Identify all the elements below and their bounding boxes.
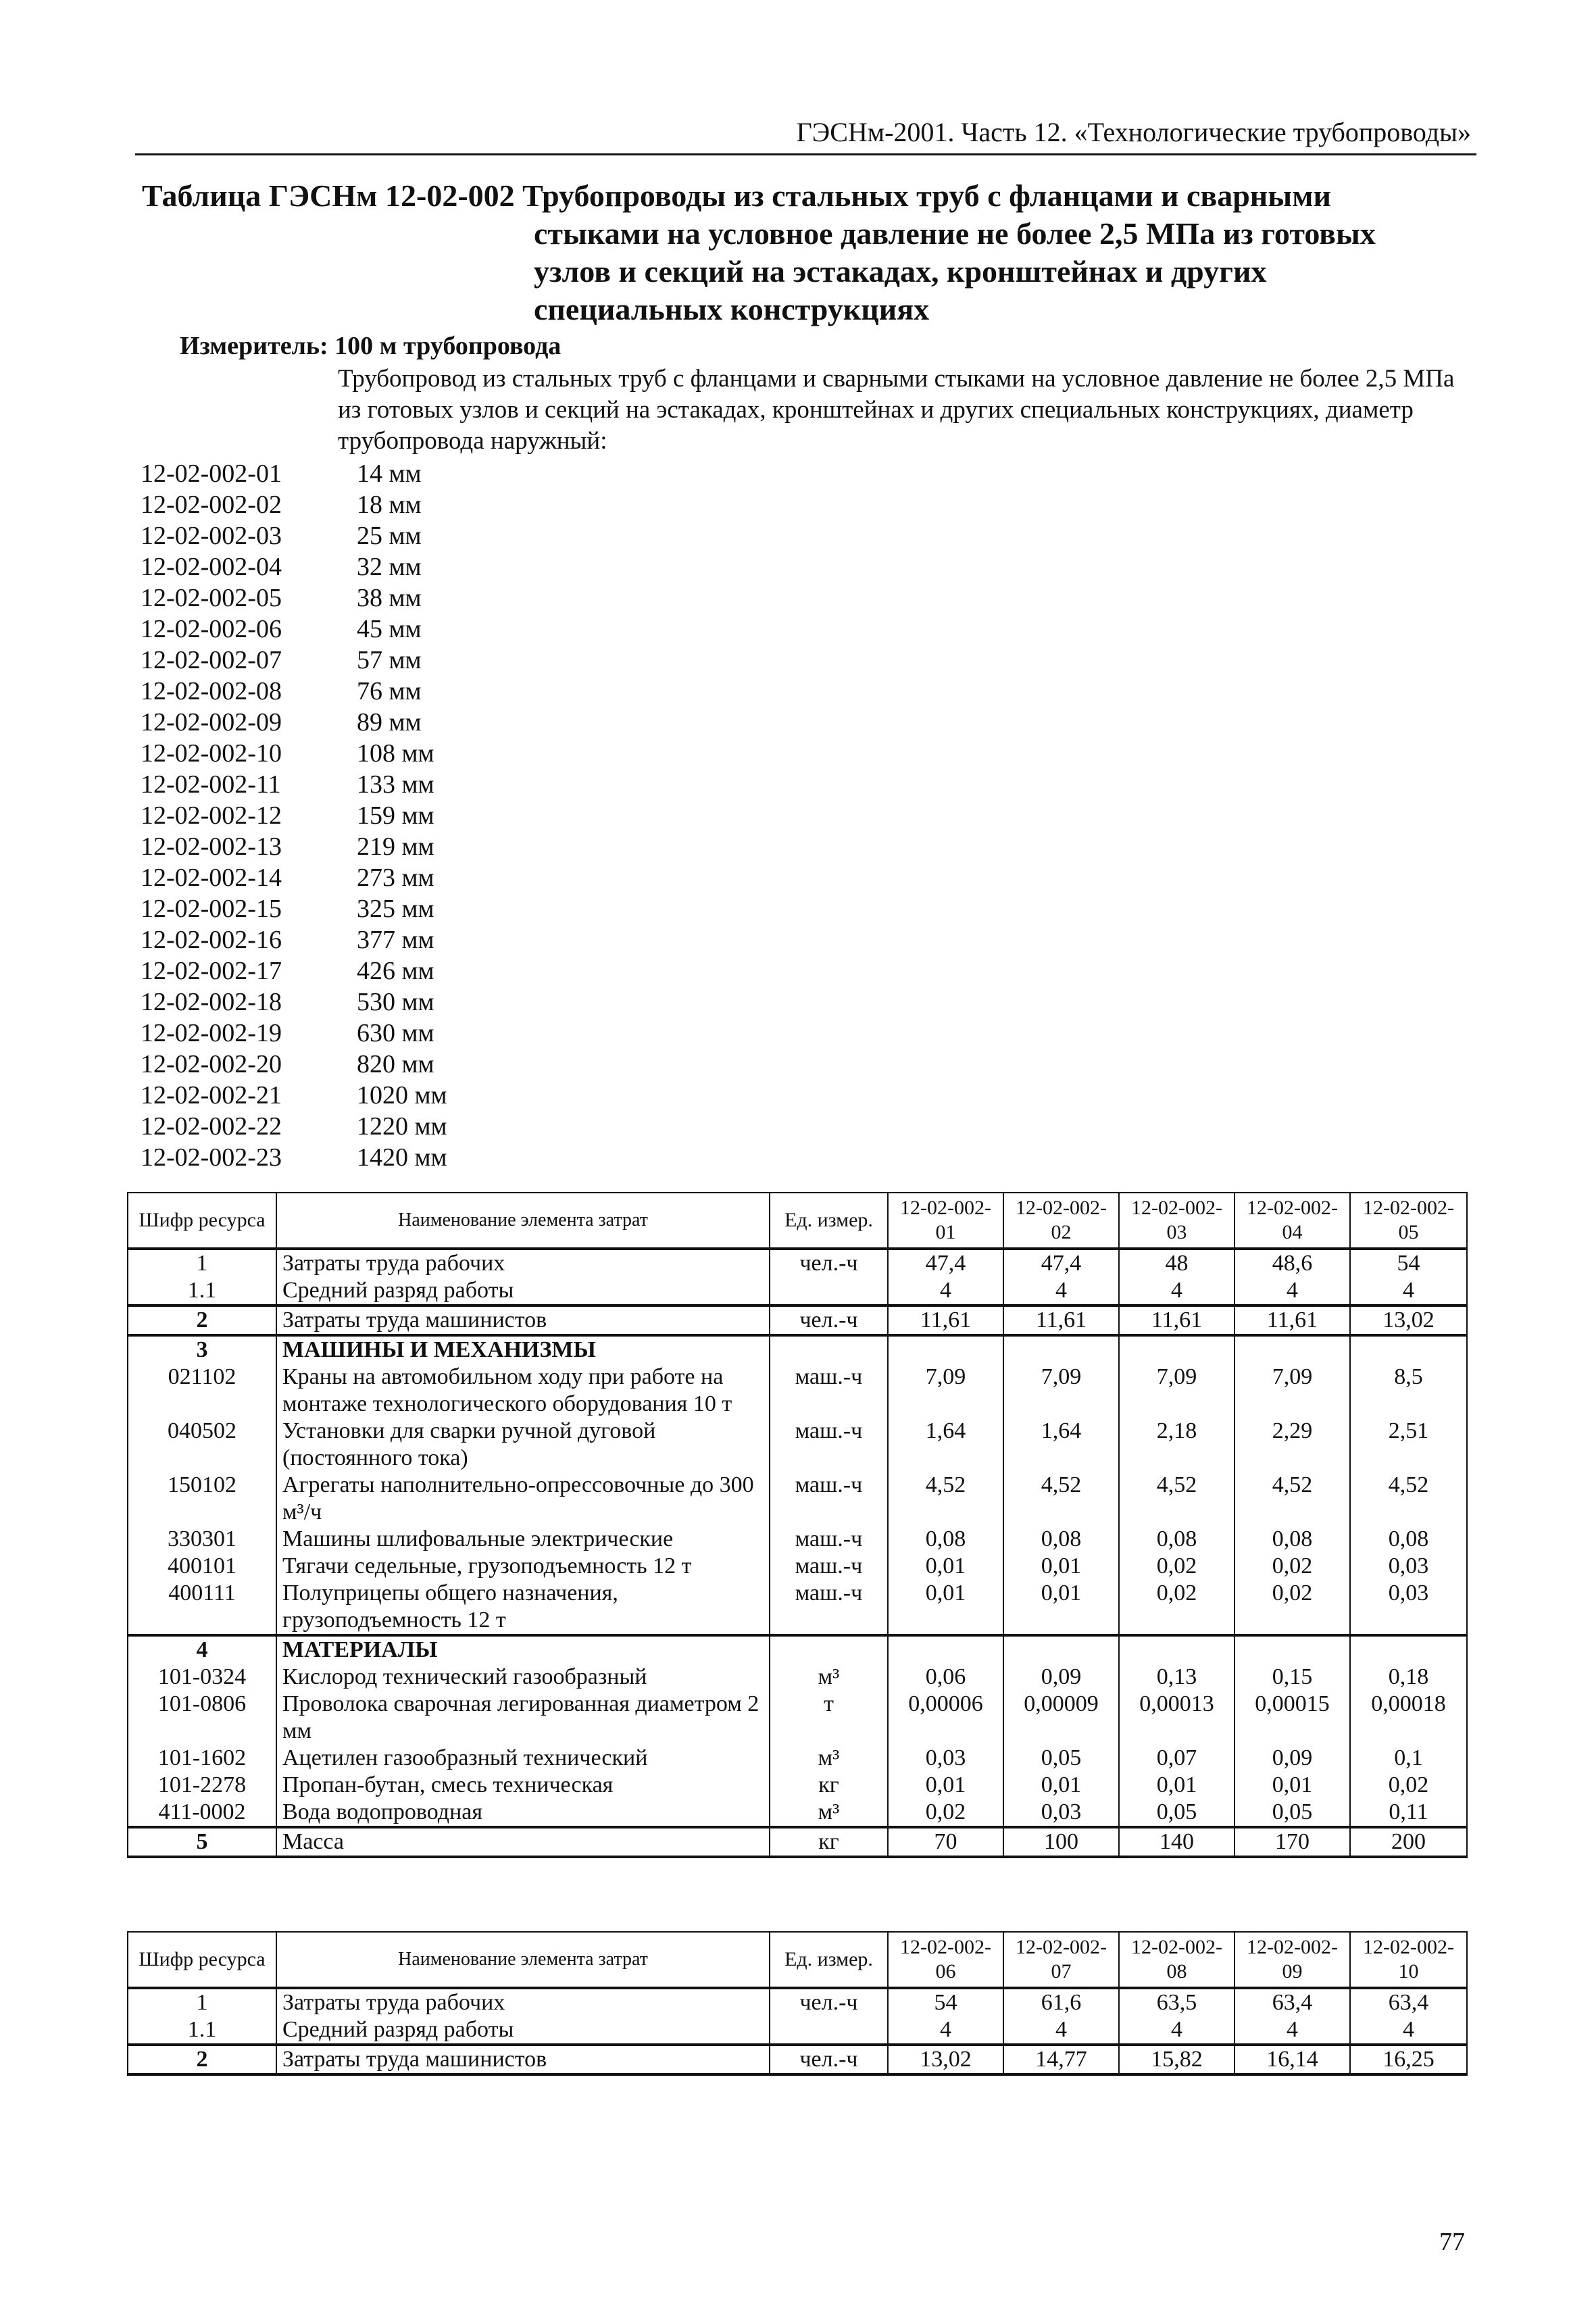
header-norm-code: 12-02-002-03: [1119, 1193, 1235, 1249]
norm-value: 0,02: [1350, 1772, 1467, 1799]
header-name: Наименование элемента затрат: [276, 1193, 770, 1249]
norm-code: 12-02-002-19: [141, 1019, 282, 1047]
unit: маш.-ч: [770, 1526, 888, 1553]
norm-value: 4: [1350, 2016, 1467, 2045]
norm-value: 0,13: [1119, 1664, 1235, 1691]
table-row: [128, 1335, 1467, 1364]
norm-value: 4,52: [1119, 1472, 1235, 1526]
norm-value: 0,09: [1003, 1664, 1119, 1691]
norm-value: 0,02: [1235, 1580, 1350, 1635]
norm-value: 4,52: [888, 1472, 1003, 1526]
header-norm-code: 12-02-002-10: [1350, 1932, 1467, 1988]
resource-code: 400111: [128, 1580, 276, 1635]
norm-value: 0,02: [888, 1799, 1003, 1827]
code-row: [141, 924, 447, 955]
unit: маш.-ч: [770, 1472, 888, 1526]
norm-value: 0,03: [1350, 1553, 1467, 1580]
table-row: [128, 1664, 1467, 1691]
header-norm-code: 12-02-002-06: [888, 1932, 1003, 1988]
unit: кг: [770, 1772, 888, 1799]
pipe-diameter: 25 мм: [357, 522, 422, 550]
unit: маш.-ч: [770, 1580, 888, 1635]
norm-value: 63,4: [1235, 1988, 1350, 2016]
header-norm-code: 12-02-002-05: [1350, 1193, 1467, 1249]
norm-code: 12-02-002-21: [141, 1081, 282, 1110]
code-row: [141, 769, 447, 800]
norm-code: 12-02-002-04: [141, 553, 282, 581]
resource-code: 330301: [128, 1526, 276, 1553]
norm-value: 1,64: [888, 1418, 1003, 1472]
pipe-diameter: 219 мм: [357, 832, 434, 861]
resource-code: 101-2278: [128, 1772, 276, 1799]
norm-code: 12-02-002-12: [141, 801, 282, 830]
norm-code: 12-02-002-13: [141, 832, 282, 861]
title-line-1: Таблица ГЭСНм 12-02-002 Трубопроводы из стальных труб с фланцами и сварными: [142, 178, 1332, 213]
cost-element-name: Затраты труда машинистов: [276, 2045, 770, 2074]
norm-value: 0,01: [1235, 1772, 1350, 1799]
code-row: [141, 1018, 447, 1049]
cost-element-name: Агрегаты наполнительно-опрессовочные до 300 м³/ч: [276, 1472, 770, 1526]
norm-value: 0,00013: [1119, 1691, 1235, 1745]
table-row: [128, 1249, 1467, 1277]
table-row: [128, 1827, 1467, 1857]
unit: маш.-ч: [770, 1364, 888, 1418]
cost-element-name: Затраты труда машинистов: [276, 1305, 770, 1335]
table-row: [128, 1305, 1467, 1335]
norm-value: 4: [1003, 1277, 1119, 1305]
unit: м³: [770, 1745, 888, 1772]
norm-value: 0,05: [1119, 1799, 1235, 1827]
resource-table-2: [127, 1931, 1468, 2076]
norm-value: 14,77: [1003, 2045, 1119, 2074]
norm-value: [1350, 1335, 1467, 1364]
pipe-diameter: 38 мм: [357, 584, 422, 612]
header-norm-code: 12-02-002-07: [1003, 1932, 1119, 1988]
resource-code: 101-0806: [128, 1691, 276, 1745]
code-row: [141, 582, 447, 614]
cost-element-name: Средний разряд работы: [276, 2016, 770, 2045]
table-row: [128, 1580, 1467, 1635]
pipe-diameter: 377 мм: [357, 926, 434, 954]
code-row: [141, 831, 447, 862]
cost-element-name: Установки для сварки ручной дуговой (постоянного тока): [276, 1418, 770, 1472]
code-row: [141, 955, 447, 987]
unit: чел.-ч: [770, 1305, 888, 1335]
norm-value: 4,52: [1235, 1472, 1350, 1526]
norm-value: 0,03: [1003, 1799, 1119, 1827]
table-row: [128, 1277, 1467, 1305]
unit: [770, 1277, 888, 1305]
pipe-diameter: 14 мм: [357, 459, 422, 488]
norm-value: 0,06: [888, 1664, 1003, 1691]
norm-value: 2,18: [1119, 1418, 1235, 1472]
norm-value: 11,61: [1119, 1305, 1235, 1335]
pipe-diameter: 273 мм: [357, 864, 434, 892]
norm-value: 2,51: [1350, 1418, 1467, 1472]
title-line-2: стыками на условное давление не более 2,5 МПа из готовых: [534, 216, 1376, 251]
table-row: [128, 2045, 1467, 2074]
resource-code: 101-1602: [128, 1745, 276, 1772]
norm-code: 12-02-002-22: [141, 1112, 282, 1141]
code-row: [141, 1049, 447, 1080]
norm-value: 11,61: [1235, 1305, 1350, 1335]
norm-value: 7,09: [1003, 1364, 1119, 1418]
unit: маш.-ч: [770, 1553, 888, 1580]
pipe-diameter: 426 мм: [357, 957, 434, 985]
header-norm-code: 12-02-002-02: [1003, 1193, 1119, 1249]
resource-code: 2: [128, 1305, 276, 1335]
norm-value: 11,61: [1003, 1305, 1119, 1335]
norm-code: 12-02-002-01: [141, 459, 282, 488]
cost-element-name: Ацетилен газообразный технический: [276, 1745, 770, 1772]
meter-value: 100 м трубопровода: [334, 332, 562, 360]
meter: [180, 331, 561, 361]
norm-value: 8,5: [1350, 1364, 1467, 1418]
norm-value: 0,03: [1350, 1580, 1467, 1635]
cost-element-name: Пропан-бутан, смесь техническая: [276, 1772, 770, 1799]
running-header: [135, 114, 1476, 155]
table-row: [128, 1745, 1467, 1772]
norm-value: 54: [1350, 1249, 1467, 1277]
norm-value: [1003, 1335, 1119, 1364]
norm-value: [1235, 1635, 1350, 1664]
unit: т: [770, 1691, 888, 1745]
norm-code: 12-02-002-08: [141, 677, 282, 705]
norm-value: 2,29: [1235, 1418, 1350, 1472]
pipe-diameter: 18 мм: [357, 491, 422, 519]
norm-code: 12-02-002-23: [141, 1143, 282, 1172]
norm-value: 0,00018: [1350, 1691, 1467, 1745]
norm-value: [1003, 1635, 1119, 1664]
norm-value: 4: [1119, 2016, 1235, 2045]
norm-value: 54: [888, 1988, 1003, 2016]
cost-element-name: Машины шлифовальные электрические: [276, 1526, 770, 1553]
table-row: [128, 1418, 1467, 1472]
resource-code: 150102: [128, 1472, 276, 1526]
norm-code: 12-02-002-18: [141, 988, 282, 1016]
norm-value: 4,52: [1350, 1472, 1467, 1526]
pipe-diameter: 76 мм: [357, 677, 422, 705]
norm-value: 100: [1003, 1827, 1119, 1857]
norm-value: 0,01: [1119, 1772, 1235, 1799]
norm-code: 12-02-002-15: [141, 895, 282, 923]
running-header-text: ГЭСНм-2001. Часть 12. «Технологические трубопроводы»: [796, 117, 1471, 147]
code-row: [141, 800, 447, 831]
cost-element-name: Масса: [276, 1827, 770, 1857]
pipe-diameter: 133 мм: [357, 770, 434, 799]
cost-element-name: Полуприцепы общего назначения, грузоподъемность 12 т: [276, 1580, 770, 1635]
resource-code: 2: [128, 2045, 276, 2074]
norm-value: [1119, 1335, 1235, 1364]
norm-value: [1235, 1335, 1350, 1364]
unit: [770, 1635, 888, 1664]
norm-value: 15,82: [1119, 2045, 1235, 2074]
resource-code: 4: [128, 1635, 276, 1664]
pipe-diameter: 1020 мм: [357, 1081, 447, 1110]
norm-value: 4: [1235, 2016, 1350, 2045]
table-header-row: [128, 1932, 1467, 1988]
norm-value: 4,52: [1003, 1472, 1119, 1526]
table-header-row: [128, 1193, 1467, 1249]
table-row: [128, 1691, 1467, 1745]
table-row: [128, 1472, 1467, 1526]
cost-element-name: Краны на автомобильном ходу при работе на монтаже технологического оборудования 10 т: [276, 1364, 770, 1418]
norm-value: 0,01: [888, 1580, 1003, 1635]
norm-value: 0,08: [1235, 1526, 1350, 1553]
norm-value: 48,6: [1235, 1249, 1350, 1277]
pipe-diameter: 630 мм: [357, 1019, 434, 1047]
code-row: [141, 738, 447, 769]
norm-value: [1119, 1635, 1235, 1664]
norm-value: 200: [1350, 1827, 1467, 1857]
code-row: [141, 489, 447, 520]
table-row: [128, 1526, 1467, 1553]
header-norm-code: 12-02-002-08: [1119, 1932, 1235, 1988]
resource-code: 101-0324: [128, 1664, 276, 1691]
cost-element-name: Затраты труда рабочих: [276, 1988, 770, 2016]
pipe-diameter: 530 мм: [357, 988, 434, 1016]
table-row: [128, 1635, 1467, 1664]
header-code: Шифр ресурса: [128, 1932, 276, 1988]
norm-value: 0,00006: [888, 1691, 1003, 1745]
norm-value: 63,5: [1119, 1988, 1235, 2016]
pipe-diameter: 325 мм: [357, 895, 434, 923]
norm-value: 63,4: [1350, 1988, 1467, 2016]
cost-element-name: Кислород технический газообразный: [276, 1664, 770, 1691]
norm-value: 16,25: [1350, 2045, 1467, 2074]
table-row: [128, 1772, 1467, 1799]
header-norm-code: 12-02-002-04: [1235, 1193, 1350, 1249]
norm-value: 0,01: [1003, 1580, 1119, 1635]
norm-value: 170: [1235, 1827, 1350, 1857]
table-title: [142, 177, 1466, 328]
unit: [770, 1335, 888, 1364]
norm-value: 0,1: [1350, 1745, 1467, 1772]
resource-table-1: [127, 1192, 1468, 1858]
cost-element-name: МАШИНЫ И МЕХАНИЗМЫ: [276, 1335, 770, 1364]
norm-value: 13,02: [888, 2045, 1003, 2074]
header-unit: Ед. измер.: [770, 1193, 888, 1249]
norm-value: 4: [1119, 1277, 1235, 1305]
code-row: [141, 551, 447, 582]
table-row: [128, 1988, 1467, 2016]
norm-code: 12-02-002-03: [141, 522, 282, 550]
code-row: [141, 987, 447, 1018]
code-row: [141, 1080, 447, 1111]
resource-code: 411-0002: [128, 1799, 276, 1827]
norm-code: 12-02-002-09: [141, 708, 282, 737]
code-row: [141, 458, 447, 489]
norm-value: 7,09: [1235, 1364, 1350, 1418]
norm-value: 0,18: [1350, 1664, 1467, 1691]
norm-value: 0,09: [1235, 1745, 1350, 1772]
norm-value: 61,6: [1003, 1988, 1119, 2016]
norm-value: 7,09: [1119, 1364, 1235, 1418]
norm-value: [1350, 1635, 1467, 1664]
norm-value: 1,64: [1003, 1418, 1119, 1472]
pipe-diameter: 57 мм: [357, 646, 422, 674]
norm-value: 11,61: [888, 1305, 1003, 1335]
norm-value: 0,11: [1350, 1799, 1467, 1827]
unit: чел.-ч: [770, 1988, 888, 2016]
work-description: Трубопровод из стальных труб с фланцами и сварными стыками на условное давление не более 2,5 МПа из готовых узлов и секций на эстакадах, кронштейнах и других специальных конструкциях, диаметр трубопровода наружный:: [338, 365, 1455, 455]
pipe-diameter: 45 мм: [357, 615, 422, 643]
norm-value: 0,00009: [1003, 1691, 1119, 1745]
code-row: [141, 520, 447, 551]
unit: м³: [770, 1664, 888, 1691]
code-row: [141, 707, 447, 738]
cost-element-name: Затраты труда рабочих: [276, 1249, 770, 1277]
norm-code: 12-02-002-02: [141, 491, 282, 519]
norm-value: 0,07: [1119, 1745, 1235, 1772]
pipe-diameter: 1420 мм: [357, 1143, 447, 1172]
table-row: [128, 1553, 1467, 1580]
title-line-3: узлов и секций на эстакадах, кронштейнах и других: [534, 254, 1267, 289]
norm-value: 0,05: [1235, 1799, 1350, 1827]
norm-code: 12-02-002-07: [141, 646, 282, 674]
header-norm-code: 12-02-002-09: [1235, 1932, 1350, 1988]
norm-value: 0,02: [1235, 1553, 1350, 1580]
cost-element-name: Проволока сварочная легированная диаметром 2 мм: [276, 1691, 770, 1745]
norm-value: 4: [1003, 2016, 1119, 2045]
pipe-diameter: 159 мм: [357, 801, 434, 830]
resource-code: 3: [128, 1335, 276, 1364]
norm-code: 12-02-002-14: [141, 864, 282, 892]
norm-value: 47,4: [888, 1249, 1003, 1277]
norm-code: 12-02-002-05: [141, 584, 282, 612]
norm-value: 4: [1350, 1277, 1467, 1305]
unit: м³: [770, 1799, 888, 1827]
norm-code: 12-02-002-16: [141, 926, 282, 954]
header-unit: Ед. измер.: [770, 1932, 888, 1988]
norm-code: 12-02-002-20: [141, 1050, 282, 1078]
resource-code: 1.1: [128, 2016, 276, 2045]
unit: кг: [770, 1827, 888, 1857]
norm-value: 16,14: [1235, 2045, 1350, 2074]
norm-value: 0,08: [1119, 1526, 1235, 1553]
table-row: [128, 1364, 1467, 1418]
norm-value: 47,4: [1003, 1249, 1119, 1277]
cost-element-name: Вода водопроводная: [276, 1799, 770, 1827]
cost-element-name: Средний разряд работы: [276, 1277, 770, 1305]
norm-value: 48: [1119, 1249, 1235, 1277]
resource-code: 1: [128, 1988, 276, 2016]
norm-value: [888, 1335, 1003, 1364]
norm-value: 0,08: [1003, 1526, 1119, 1553]
norm-value: 4: [888, 2016, 1003, 2045]
resource-code: 400101: [128, 1553, 276, 1580]
norm-value: 0,05: [1003, 1745, 1119, 1772]
pipe-diameter: 108 мм: [357, 739, 434, 768]
unit: чел.-ч: [770, 2045, 888, 2074]
norm-code: 12-02-002-11: [141, 770, 281, 799]
norm-value: 0,01: [1003, 1553, 1119, 1580]
header-name: Наименование элемента затрат: [276, 1932, 770, 1988]
norm-value: 0,08: [888, 1526, 1003, 1553]
norm-value: 0,00015: [1235, 1691, 1350, 1745]
norm-value: 70: [888, 1827, 1003, 1857]
norm-value: 0,15: [1235, 1664, 1350, 1691]
norm-value: 140: [1119, 1827, 1235, 1857]
unit: [770, 2016, 888, 2045]
code-row: [141, 1111, 447, 1142]
pipe-diameter: 820 мм: [357, 1050, 434, 1078]
norm-value: 4: [888, 1277, 1003, 1305]
norm-value: 0,01: [888, 1553, 1003, 1580]
resource-code: 1.1: [128, 1277, 276, 1305]
norm-value: 13,02: [1350, 1305, 1467, 1335]
norm-value: [888, 1635, 1003, 1664]
norm-value: 0,02: [1119, 1580, 1235, 1635]
norm-value: 0,01: [1003, 1772, 1119, 1799]
pipe-diameter: 89 мм: [357, 708, 422, 737]
resource-code: 5: [128, 1827, 276, 1857]
resource-code: 1: [128, 1249, 276, 1277]
cost-element-name: МАТЕРИАЛЫ: [276, 1635, 770, 1664]
resource-code: 040502: [128, 1418, 276, 1472]
code-row: [141, 893, 447, 924]
norm-value: 7,09: [888, 1364, 1003, 1418]
title-line-4: специальных конструкциях: [534, 292, 930, 326]
norm-value: 0,02: [1119, 1553, 1235, 1580]
header-norm-code: 12-02-002-01: [888, 1193, 1003, 1249]
code-row: [141, 1142, 447, 1173]
code-list: [141, 458, 447, 1173]
norm-value: 0,08: [1350, 1526, 1467, 1553]
norm-value: 4: [1235, 1277, 1350, 1305]
meter-label: Измеритель:: [180, 332, 328, 360]
norm-code: 12-02-002-06: [141, 615, 282, 643]
code-row: [141, 645, 447, 676]
norm-value: 0,01: [888, 1772, 1003, 1799]
page-number: 77: [1439, 2228, 1465, 2256]
code-row: [141, 676, 447, 707]
unit: маш.-ч: [770, 1418, 888, 1472]
resource-code: 021102: [128, 1364, 276, 1418]
cost-element-name: Тягачи седельные, грузоподъемность 12 т: [276, 1553, 770, 1580]
table-row: [128, 1799, 1467, 1827]
code-row: [141, 614, 447, 645]
header-code: Шифр ресурса: [128, 1193, 276, 1249]
norm-code: 12-02-002-17: [141, 957, 282, 985]
pipe-diameter: 32 мм: [357, 553, 422, 581]
pipe-diameter: 1220 мм: [357, 1112, 447, 1141]
norm-code: 12-02-002-10: [141, 739, 282, 768]
norm-value: 0,03: [888, 1745, 1003, 1772]
code-row: [141, 862, 447, 893]
table-row: [128, 2016, 1467, 2045]
unit: чел.-ч: [770, 1249, 888, 1277]
